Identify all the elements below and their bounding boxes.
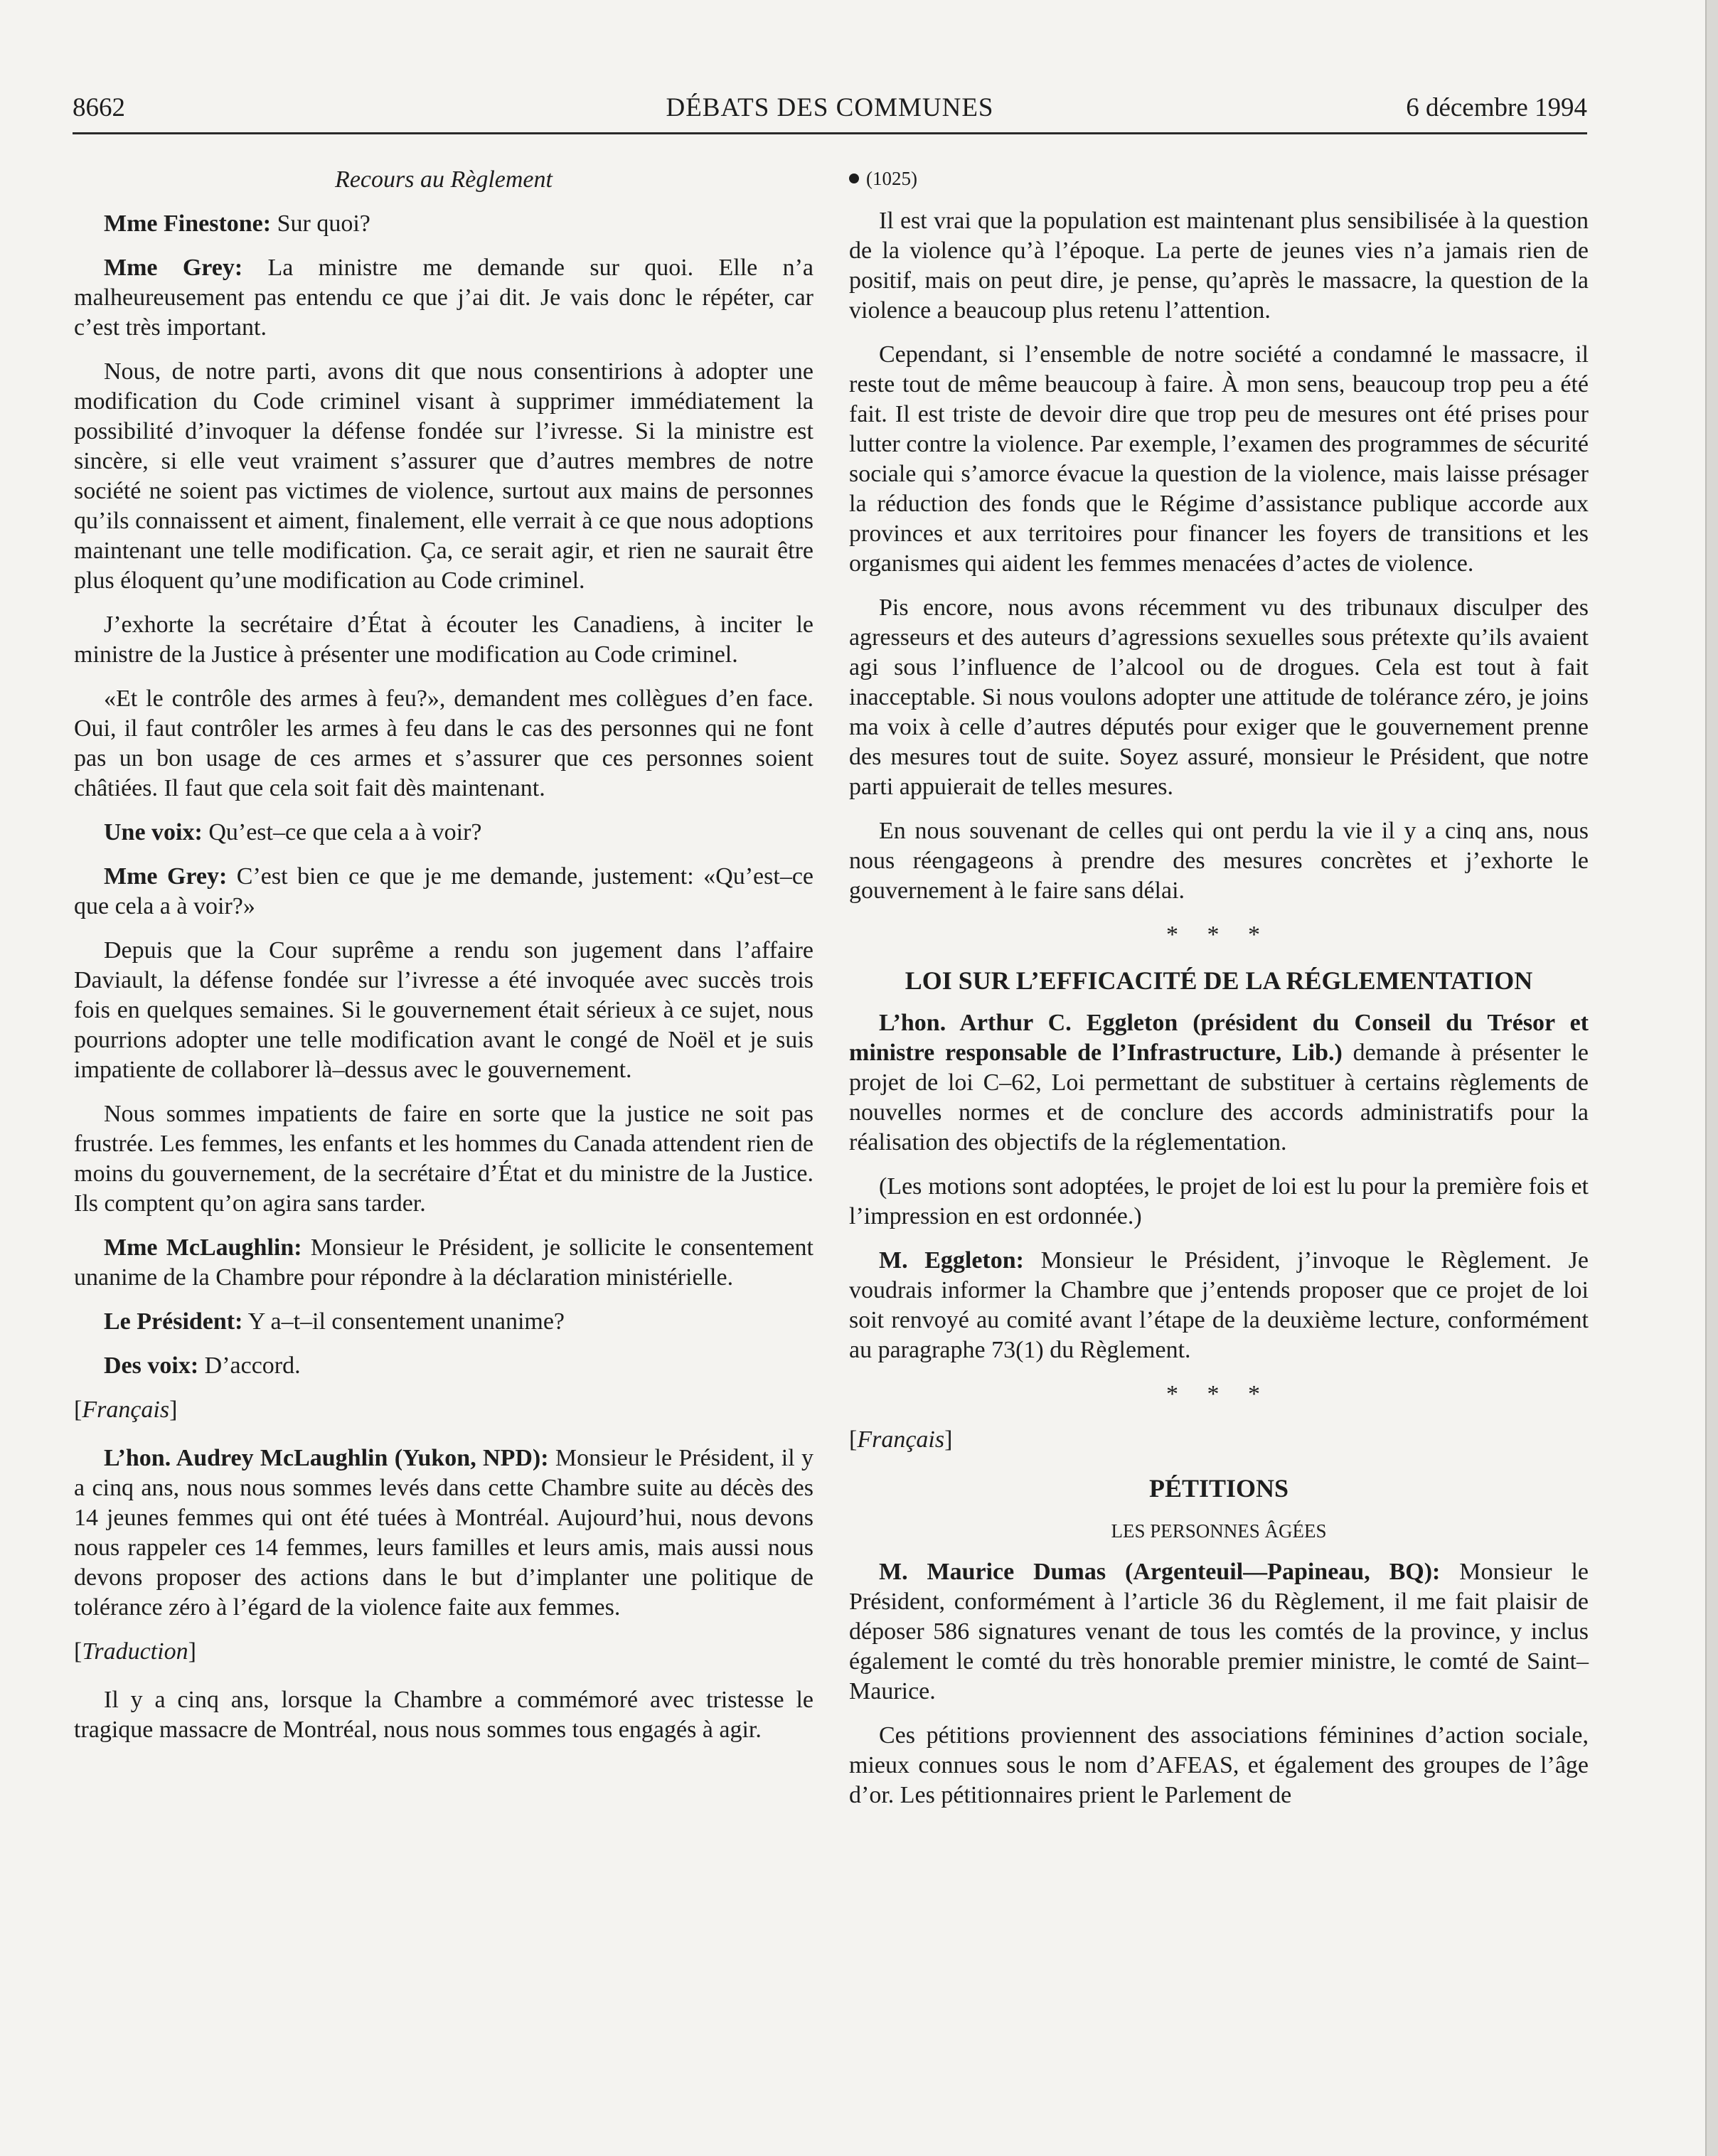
scan-page-edge (1705, 0, 1718, 2156)
speech-text: La ministre me demande sur quoi. Elle n’a malheureusement pas entendu ce que j’ai dit. Je vais donc le répéter, car c’est très important. (74, 255, 813, 341)
paragraph (74, 818, 813, 848)
paragraph: Depuis que la Cour suprême a rendu son jugement dans l’affaire Daviault, la défense fondée sur l’ivresse a été invoquée avec succès trois fois en quelques semaines. Si le gouvernement était sérieux à ce sujet, nous pourrions adopter une telle modification avant le congé de Noël et je suis impatiente de collaborer là–dessus avec le gouvernement. (74, 937, 813, 1083)
section-heading: LOI SUR L’EFFICACITÉ DE LA RÉGLEMENTATION (905, 966, 1533, 995)
left-column (74, 165, 813, 1759)
language-marker: [Français] (74, 1397, 178, 1423)
speaker-name: M. Maurice Dumas (Argenteuil—Papineau, BQ): (879, 1559, 1441, 1585)
paragraph (849, 1557, 1589, 1707)
paragraph (74, 209, 813, 239)
speaker-name: Une voix: (104, 819, 203, 845)
page-date: 6 décembre 1994 (1406, 93, 1587, 122)
paragraph: Nous sommes impatients de faire en sorte que la justice ne soit pas frustrée. Les femmes, les enfants et les hommes du Canada attendent rien de moins du gouvernement, de la secrétaire d’État et du ministre de la Justice. Ils comptent qu’on agira sans tarder. (74, 1101, 813, 1217)
speech-text: Monsieur le Président, il y a cinq ans, nous nous sommes levés dans cette Chambre suite au décès des 14 jeunes femmes qui ont été tuées à Montréal. Aujourd’hui, nous devons nous rappeler ces 14 femmes, leurs familles et leurs amis, mais aussi nous devons proposer des actions dans le but d’implanter une politique de tolérance zéro à l’égard de la violence faite aux femmes. (74, 1445, 813, 1621)
bullet-icon (849, 174, 859, 183)
paragraph: (Les motions sont adoptées, le projet de loi est lu pour la première fois et l’impression en est ordonnée.) (849, 1173, 1589, 1229)
language-marker: [Français] (849, 1426, 953, 1453)
paragraph: «Et le contrôle des armes à feu?», demandent mes collègues d’en face. Oui, il faut contrôler les armes à feu dans le cas des personnes qui ne font pas un bon usage de ces armes et s’assurer que ces personnes soient châtiées. Il faut que cela soit fait dès maintenant. (74, 685, 813, 801)
section-rubric: Recours au Règlement (335, 166, 553, 193)
speech-text: C’est bien ce que je me demande, justement: «Qu’est–ce que cela a à voir?» (74, 863, 814, 919)
speaker-name: Des voix: (104, 1352, 199, 1379)
speaker-name: Mme McLaughlin: (104, 1234, 302, 1261)
right-column (849, 165, 1589, 1825)
speech-text: Monsieur le Président, conformément à l’article 36 du Règlement, il me fait plaisir de déposer 586 signatures venant de tous les comtés de la province, y inclus également le comté du très honorable premier ministre, le comté de Saint–Maurice. (849, 1559, 1589, 1704)
paragraph: En nous souvenant de celles qui ont perdu la vie il y a cinq ans, nous nous réengageons à prendre des mesures concrètes et j’exhorte le gouvernement à le faire sans délai. (849, 818, 1589, 904)
paragraph: Pis encore, nous avons récemment vu des tribunaux disculper des agresseurs et des auteurs d’agressions sexuelles sous prétexte qu’ils avaient agi sous l’influence de l’alcool ou de drogues. Cela est tout à fait inacceptable. Si nous voulons adopter une attitude de tolérance zéro, je joins ma voix à celle d’autres députés pour exiger que le gouvernement prenne des mesures tout de suite. Soyez assuré, monsieur le Président, que notre parti appuierait de telles mesures. (849, 594, 1589, 800)
paragraph (74, 1443, 813, 1623)
speaker-name: L’hon. Audrey McLaughlin (Yukon, NPD): (104, 1445, 549, 1471)
section-separator: * * * (1166, 1381, 1271, 1407)
paragraph: Il est vrai que la population est maintenant plus sensibilisée à la question de la violence qu’à l’époque. La perte de jeunes vies n’a jamais rien de positif, mais on peut dire, je pense, qu’après le massacre, la question de la violence a beaucoup plus retenu l’attention. (849, 208, 1589, 324)
speaker-name: L’hon. Arthur C. Eggleton (président du Conseil du Trésor et ministre responsable de l’Infrastructure, Lib.) (849, 1010, 1589, 1066)
speech-text: Monsieur le Président, j’invoque le Règlement. Je voudrais informer la Chambre que j’entends proposer que ce projet de loi soit renvoyé au comité avant l’étape de la deuxième lecture, conformément au paragraphe 73(1) du Règlement. (849, 1247, 1589, 1363)
paragraph (849, 1246, 1589, 1365)
speech-text: D’accord. (198, 1352, 301, 1379)
speaker-name: Mme Grey: (104, 863, 228, 890)
speaker-name: Mme Grey: (104, 255, 243, 281)
paragraph (849, 1008, 1589, 1158)
paragraph (74, 253, 813, 343)
language-label: Français (857, 1426, 945, 1453)
language-label: Français (82, 1397, 170, 1423)
speech-text: Monsieur le Président, je sollicite le consentement unanime de la Chambre pour répondre à la déclaration ministérielle. (74, 1234, 813, 1291)
speaker-name: M. Eggleton: (879, 1247, 1024, 1274)
speech-text: Qu’est–ce que cela a à voir? (202, 819, 482, 845)
page-number: 8662 (73, 93, 125, 122)
speaker-name: Le Président: (104, 1308, 243, 1335)
paragraph (74, 1233, 813, 1293)
page-header (73, 92, 1587, 134)
language-label: Traduction (82, 1638, 188, 1665)
speech-text: Y a–t–il consentement unanime? (242, 1308, 565, 1335)
time-stamp: (1025) (866, 168, 917, 189)
speech-text: Sur quoi? (271, 210, 370, 237)
paragraph: Il y a cinq ans, lorsque la Chambre a commémoré avec tristesse le tragique massacre de Montréal, nous nous sommes tous engagés à agir. (74, 1687, 813, 1743)
paragraph (74, 862, 813, 922)
paragraph: Cependant, si l’ensemble de notre société a condamné le massacre, il reste tout de même beaucoup à faire. À mon sens, beaucoup trop peu a été fait. Il est triste de devoir dire que trop peu de mesures ont été prises pour lutter contre la violence. Par exemple, l’examen des programmes de sécurité sociale qui s’amorce évacue la question de la violence, mais laisse présager la réduction des fonds que le Régime d’assistance publique accorde aux provinces et aux territoires pour financer les foyers de transitions et les organismes qui aident les femmes menacées d’actes de violence. (849, 341, 1589, 577)
language-marker: [Traduction] (74, 1638, 196, 1665)
paragraph: J’exhorte la secrétaire d’État à écouter les Canadiens, à inciter le ministre de la Justice à présenter une modification au Code criminel. (74, 612, 813, 668)
speaker-name: Mme Finestone: (104, 210, 272, 237)
paragraph (74, 1351, 813, 1381)
paragraph: Nous, de notre parti, avons dit que nous consentirions à adopter une modification du Code criminel visant à supprimer immédiatement la possibilité d’invoquer la défense fondée sur l’ivresse. Si la ministre est sincère, si elle veut vraiment s’assurer que d’autres membres de notre société ne soient pas victimes de violence, surtout aux mains de personnes qu’ils connaissent et aiment, finalement, elle verrait à ce que nous adoptions maintenant une telle modification. Ça, ce serait agir, et rien ne saurait être plus éloquent qu’une modification au Code criminel. (74, 358, 813, 594)
paragraph (74, 1307, 813, 1337)
paragraph: Ces pétitions proviennent des associations féminines d’action sociale, mieux connues sous le nom d’AFEAS, et également des groupes de l’âge d’or. Les pétitionnaires prient le Parlement de (849, 1722, 1589, 1808)
section-subheading: LES PERSONNES ÂGÉES (1111, 1520, 1327, 1542)
speech-text: demande à présenter le projet de loi C–62, Loi permettant de substituer à certains règlements de nouvelles normes et de conclure des accords administratifs pour la réalisation des objectifs de la réglementation. (849, 1040, 1589, 1156)
publication-title: DÉBATS DES COMMUNES (666, 93, 994, 122)
section-separator: * * * (1166, 922, 1271, 948)
section-heading: PÉTITIONS (1148, 1474, 1289, 1503)
time-marker (849, 164, 1589, 193)
